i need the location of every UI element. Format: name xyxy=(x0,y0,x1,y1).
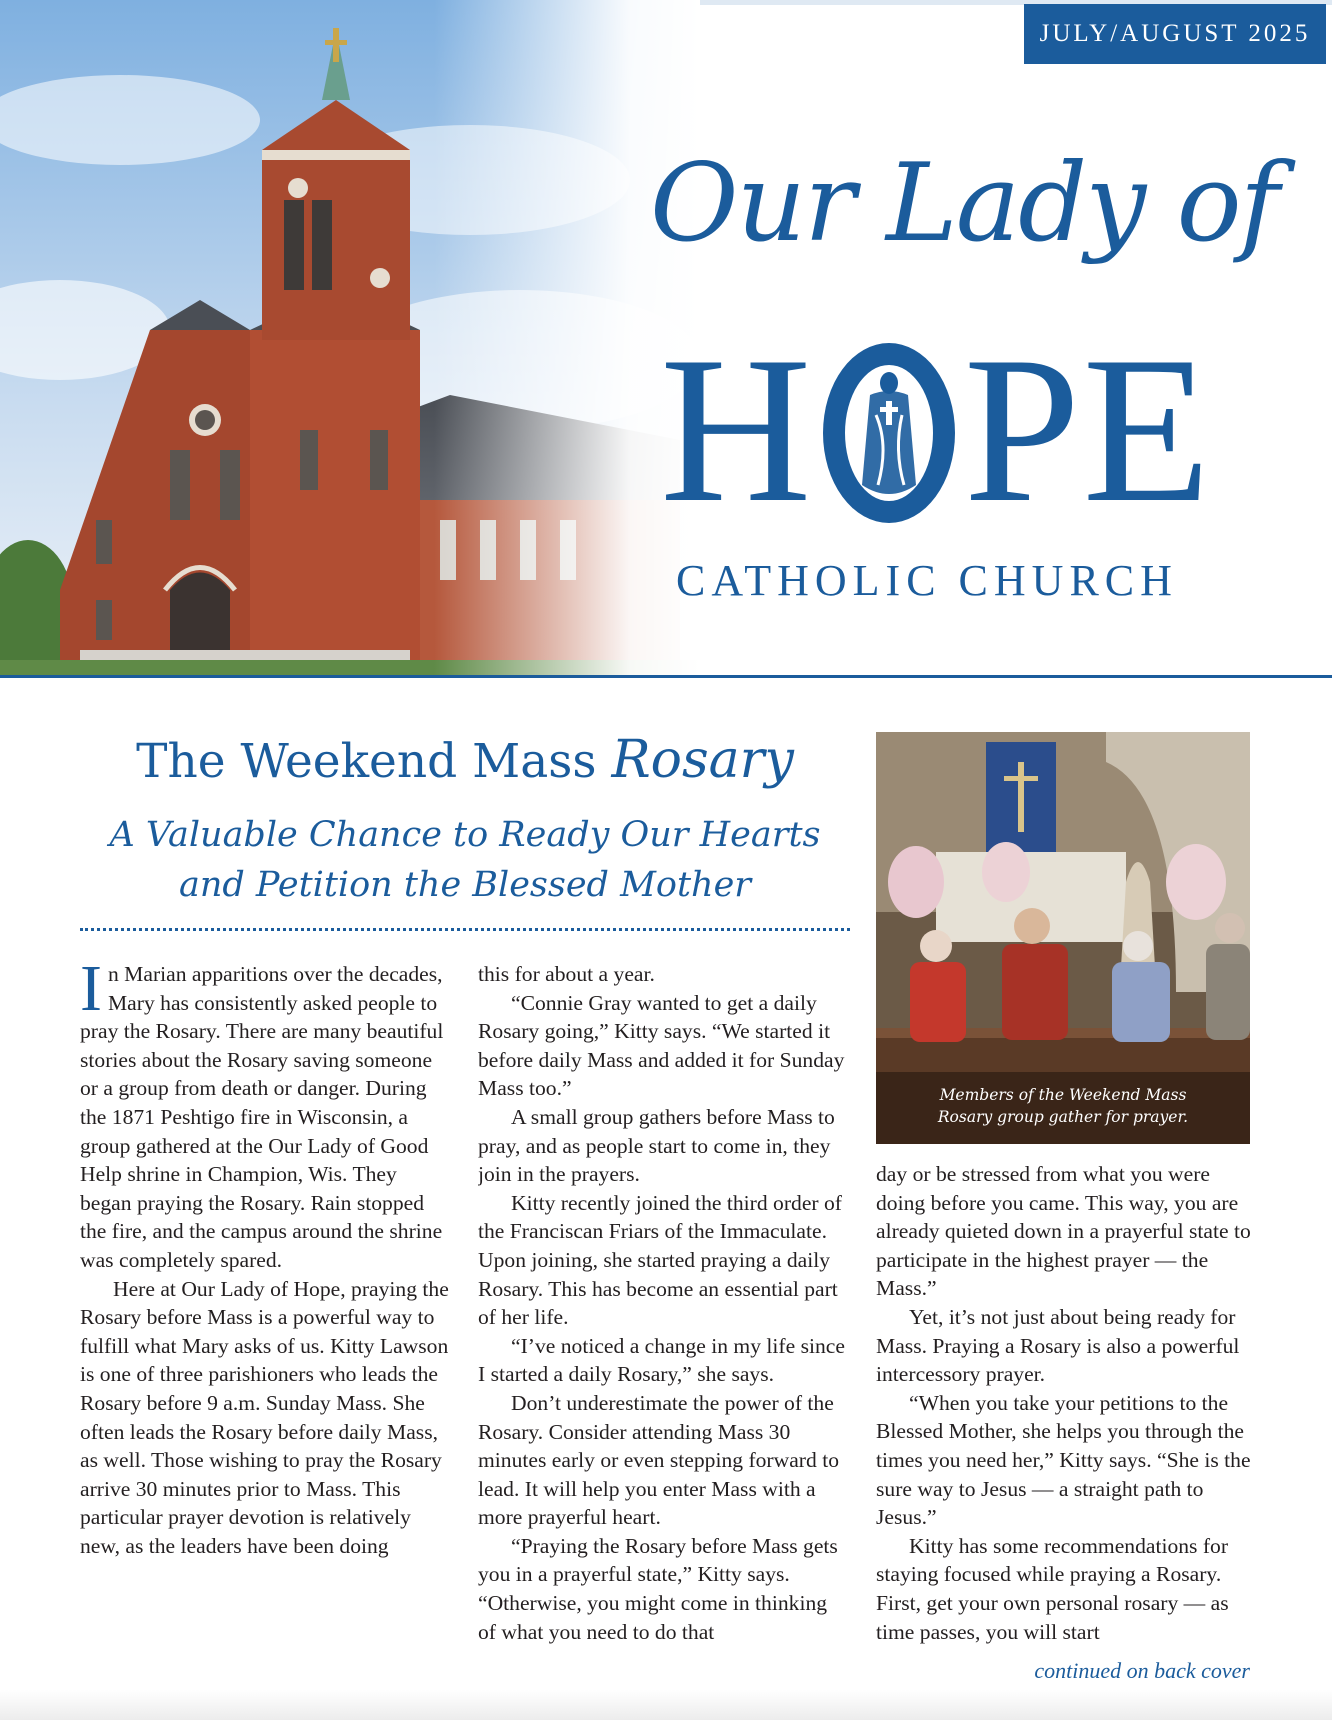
paragraph: Here at Our Lady of Hope, praying the Rosary before Mass is a powerful way to fulfill what Mary asks of us. Kitty Lawson is one of three parishioners who leads the Rosary before 9 a.m. Sunday Mass. She often leads the Rosary before daily Mass, as well. Those wishing to pray the Rosary arrive 30 minutes prior to Mass. This particular prayer devotion is relatively new, as the leaders have been doing xyxy=(80,1276,449,1558)
header-divider xyxy=(0,675,1332,678)
logo-hope-wordmark xyxy=(660,314,1213,546)
paragraph: Yet, it’s not just about being ready for Mass. Praying a Rosary is also a powerful intercessory prayer. xyxy=(876,1304,1240,1387)
paragraph: In Marian apparitions over the decades, Mary has consistently asked people to pray the Rosary. There are many beautiful stories about the Rosary saving someone or a group from death or danger. During the 1871 Peshtigo fire in Wisconsin, a group gathered at the Our Lady of Good Help shrine in Champion, Wis. They began praying the Rosary. Rain stopped the fire, and the campus around the shrine was completely spared. xyxy=(80,960,444,1272)
madonna-o-icon xyxy=(818,335,960,525)
article-title xyxy=(80,730,850,790)
church-photo xyxy=(0,0,700,678)
article-subtitle-line-2: and Petition the Blessed Mother xyxy=(178,865,752,905)
issue-date-badge: JULY/AUGUST 2025 xyxy=(1024,4,1326,64)
paragraph: Kitty recently joined the third order of the Franciscan Friars of the Immaculate. Upon joining, she started praying a daily Rosary. This has become an essential part of her life. xyxy=(478,1190,843,1330)
photo-caption-line-1: Members of the Weekend Mass xyxy=(939,1086,1187,1104)
article-title-script: Rosary xyxy=(611,730,794,790)
article-column-1 xyxy=(80,960,452,1652)
logo-hope-h: H xyxy=(660,314,814,546)
paragraph: “When you take your petitions to the Blessed Mother, she helps you through the times you need her,” Kitty says. “She is the sure way to Jesus — a straight path to Jesus.” xyxy=(876,1390,1251,1530)
article-subtitle xyxy=(80,810,850,910)
article-column-2 xyxy=(478,960,850,1652)
page-bottom-shadow xyxy=(0,1690,1332,1720)
paragraph: Don’t underestimate the power of the Rosary. Consider attending Mass 30 minutes early or even stepping forward to lead. It will help you enter Mass with a more prayerful heart. xyxy=(478,1390,839,1530)
logo-hope-pe: PE xyxy=(963,314,1213,546)
paragraph: this for about a year. xyxy=(478,962,655,986)
paragraph: A small group gathers before Mass to pray, and as people start to come in, they join in the prayers. xyxy=(478,1104,835,1187)
rosary-group-photo xyxy=(876,732,1250,1144)
dotted-divider xyxy=(80,928,850,931)
photo-caption-line-2: Rosary group gather for prayer. xyxy=(937,1108,1189,1126)
paragraph: “Connie Gray wanted to get a daily Rosary going,” Kitty says. “We started it before daily Mass and added it for Sunday Mass too.” xyxy=(478,990,845,1101)
article-title-plain: The Weekend Mass xyxy=(136,734,597,789)
masthead xyxy=(0,0,1332,680)
paragraph: Kitty has some recommendations for staying focused while praying a Rosary. First, get your own personal rosary — as time passes, you will start xyxy=(876,1533,1229,1644)
article-subtitle-line-1: A Valuable Chance to Ready Our Hearts xyxy=(109,815,821,855)
drop-cap: I xyxy=(80,960,102,1025)
continued-note: continued on back cover xyxy=(1034,1658,1250,1683)
paragraph: day or be stressed from what you were doing before you came. This way, you are already quieted down in a prayerful state to participate in the highest prayer — the Mass.” xyxy=(876,1162,1251,1301)
paragraph: “Praying the Rosary before Mass gets you in a prayerful state,” Kitty says. “Otherwise, you might come in thinking of what you need to do that xyxy=(478,1533,838,1644)
logo-script-line: Our Lady of xyxy=(650,141,1278,266)
paragraph: “I’ve noticed a change in my life since I started a daily Rosary,” she says. xyxy=(478,1333,845,1387)
photo-caption xyxy=(876,1084,1250,1128)
logo-subtitle: CATHOLIC CHURCH xyxy=(676,556,1178,605)
article-column-3 xyxy=(876,1160,1252,1652)
